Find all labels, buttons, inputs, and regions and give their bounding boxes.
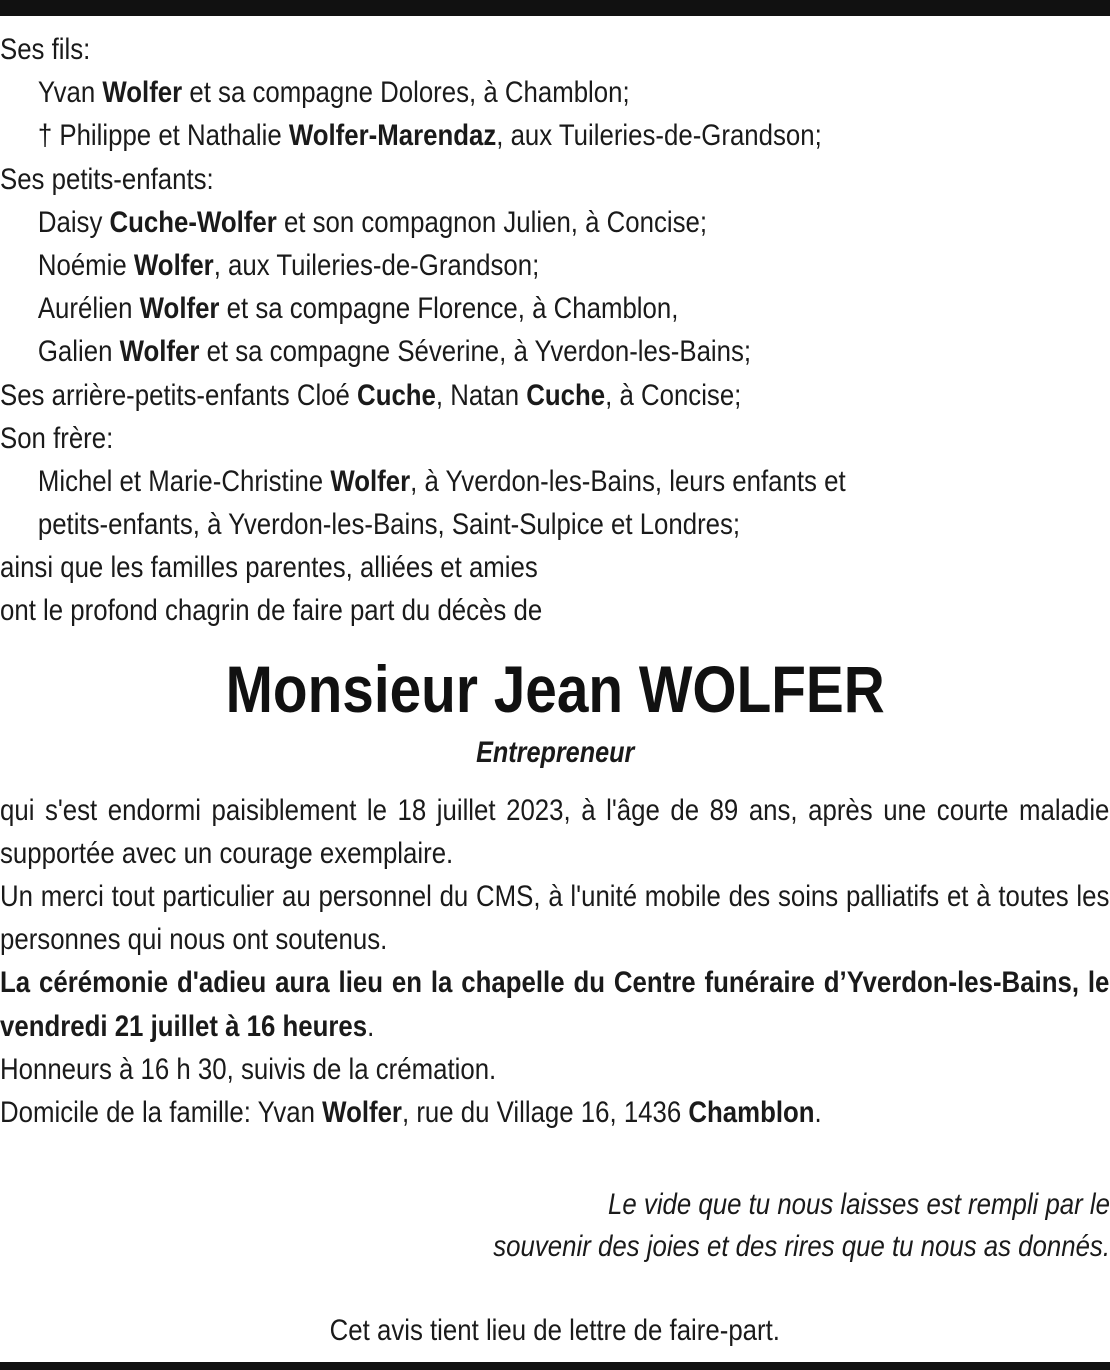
text-segment: † Philippe et Nathalie xyxy=(37,119,289,153)
text-segment: , à Concise; xyxy=(605,378,742,412)
text-segment: , Natan xyxy=(435,378,527,412)
text-segment: petits-enfants, à Yverdon-les-Bains, Saint-Sulpice et Londres; xyxy=(37,508,741,542)
obituary-notice xyxy=(0,28,1110,1352)
bold-name-text: La cérémonie d'adieu aura lieu en la chapelle du Centre funéraire d’Yverdon-les-Bains, le vendredi 21 juillet à 16 heures xyxy=(0,966,1110,1043)
quote-line-2: souvenir des joies et des rires que tu nous as donnés. xyxy=(493,1230,1110,1264)
notice-line xyxy=(0,201,1110,244)
bold-name-text: Wolfer xyxy=(330,464,411,498)
text-segment: et sa compagne Séverine, à Yverdon-les-Bains; xyxy=(199,335,752,369)
sons-list xyxy=(0,71,1110,157)
notice-line xyxy=(0,460,1110,503)
notice-line xyxy=(0,287,1110,330)
bold-name-text: Wolfer xyxy=(102,76,183,110)
sorrow-line: ont le profond chagrin de faire part du décès de xyxy=(0,594,543,628)
body-text xyxy=(0,789,1110,1135)
text-segment: Domicile de la famille: Yvan xyxy=(0,1096,323,1130)
bold-name-text: Cuche xyxy=(526,378,606,412)
text-segment: et son compagnon Julien, à Concise; xyxy=(276,205,708,239)
text-segment: et sa compagne Florence, à Chamblon, xyxy=(219,292,679,326)
brother-heading: Son frère: xyxy=(0,421,114,455)
closing-text: Cet avis tient lieu de lettre de faire-part. xyxy=(329,1314,781,1348)
text-segment: . xyxy=(367,1009,375,1043)
notice-line xyxy=(0,244,1110,287)
text-segment: Yvan xyxy=(37,76,103,110)
grandchildren-list xyxy=(0,201,1110,374)
bold-name-text: Chamblon xyxy=(688,1096,815,1130)
sons-heading: Ses fils: xyxy=(0,33,91,66)
great-grandchildren-line xyxy=(0,374,1110,417)
bold-name-text: Wolfer xyxy=(322,1096,402,1130)
notice-line xyxy=(0,503,1110,546)
bold-name-text: Wolfer xyxy=(119,335,200,369)
text-segment: Ses arrière-petits-enfants Cloé xyxy=(0,378,358,412)
bold-name-text: Cuche xyxy=(357,378,436,412)
families-line: ainsi que les familles parentes, alliées et amies xyxy=(0,551,538,585)
thanks-paragraph: Un merci tout particulier au personnel du CMS, à l'unité mobile des soins palliatifs et à toutes les personnes qui nous ont soutenus. xyxy=(0,880,1110,957)
brother-list xyxy=(0,460,1110,546)
honors-line: Honneurs à 16 h 30, suivis de la crémation. xyxy=(0,1052,497,1086)
bold-name-text: Cuche-Wolfer xyxy=(109,205,277,239)
domicile-line xyxy=(0,1091,1109,1134)
text-segment: . xyxy=(814,1096,822,1130)
text-segment: , aux Tuileries-de-Grandson; xyxy=(213,248,540,282)
text-segment: Galien xyxy=(37,335,120,369)
text-segment: Daisy xyxy=(37,205,110,239)
bottom-border-rule xyxy=(0,1362,1110,1370)
text-segment: , aux Tuileries-de-Grandson; xyxy=(496,119,822,153)
top-border-rule xyxy=(0,0,1110,16)
bold-name-text: Wolfer xyxy=(139,292,220,326)
closing-note xyxy=(0,1310,1110,1352)
deceased-name: Monsieur Jean WOLFER xyxy=(225,651,885,726)
bold-name-text: Wolfer-Marendaz xyxy=(288,119,497,153)
text-segment: Noémie xyxy=(37,248,134,282)
notice-line xyxy=(0,114,1110,157)
quote-line-1: Le vide que tu nous laisses est rempli par le xyxy=(608,1188,1110,1222)
bold-name-text: Wolfer xyxy=(133,248,214,282)
text-segment: , à Yverdon-les-Bains, leurs enfants et xyxy=(410,464,846,498)
text-segment: Michel et Marie-Christine xyxy=(37,464,331,498)
ceremony-paragraph xyxy=(0,961,1109,1047)
text-segment: , rue du Village 16, 1436 xyxy=(401,1096,689,1130)
grandchildren-heading: Ses petits-enfants: xyxy=(0,162,214,196)
notice-line xyxy=(0,71,1110,114)
memorial-quote xyxy=(0,1184,1110,1268)
deceased-block xyxy=(0,649,1110,773)
notice-line xyxy=(0,330,1110,373)
passing-paragraph: qui s'est endormi paisiblement le 18 juillet 2023, à l'âge de 89 ans, après une courte maladie supportée avec un courage exemplaire. xyxy=(0,793,1110,870)
text-segment: Aurélien xyxy=(37,292,140,326)
text-segment: et sa compagne Dolores, à Chamblon; xyxy=(182,76,630,110)
deceased-occupation: Entrepreneur xyxy=(475,735,635,769)
